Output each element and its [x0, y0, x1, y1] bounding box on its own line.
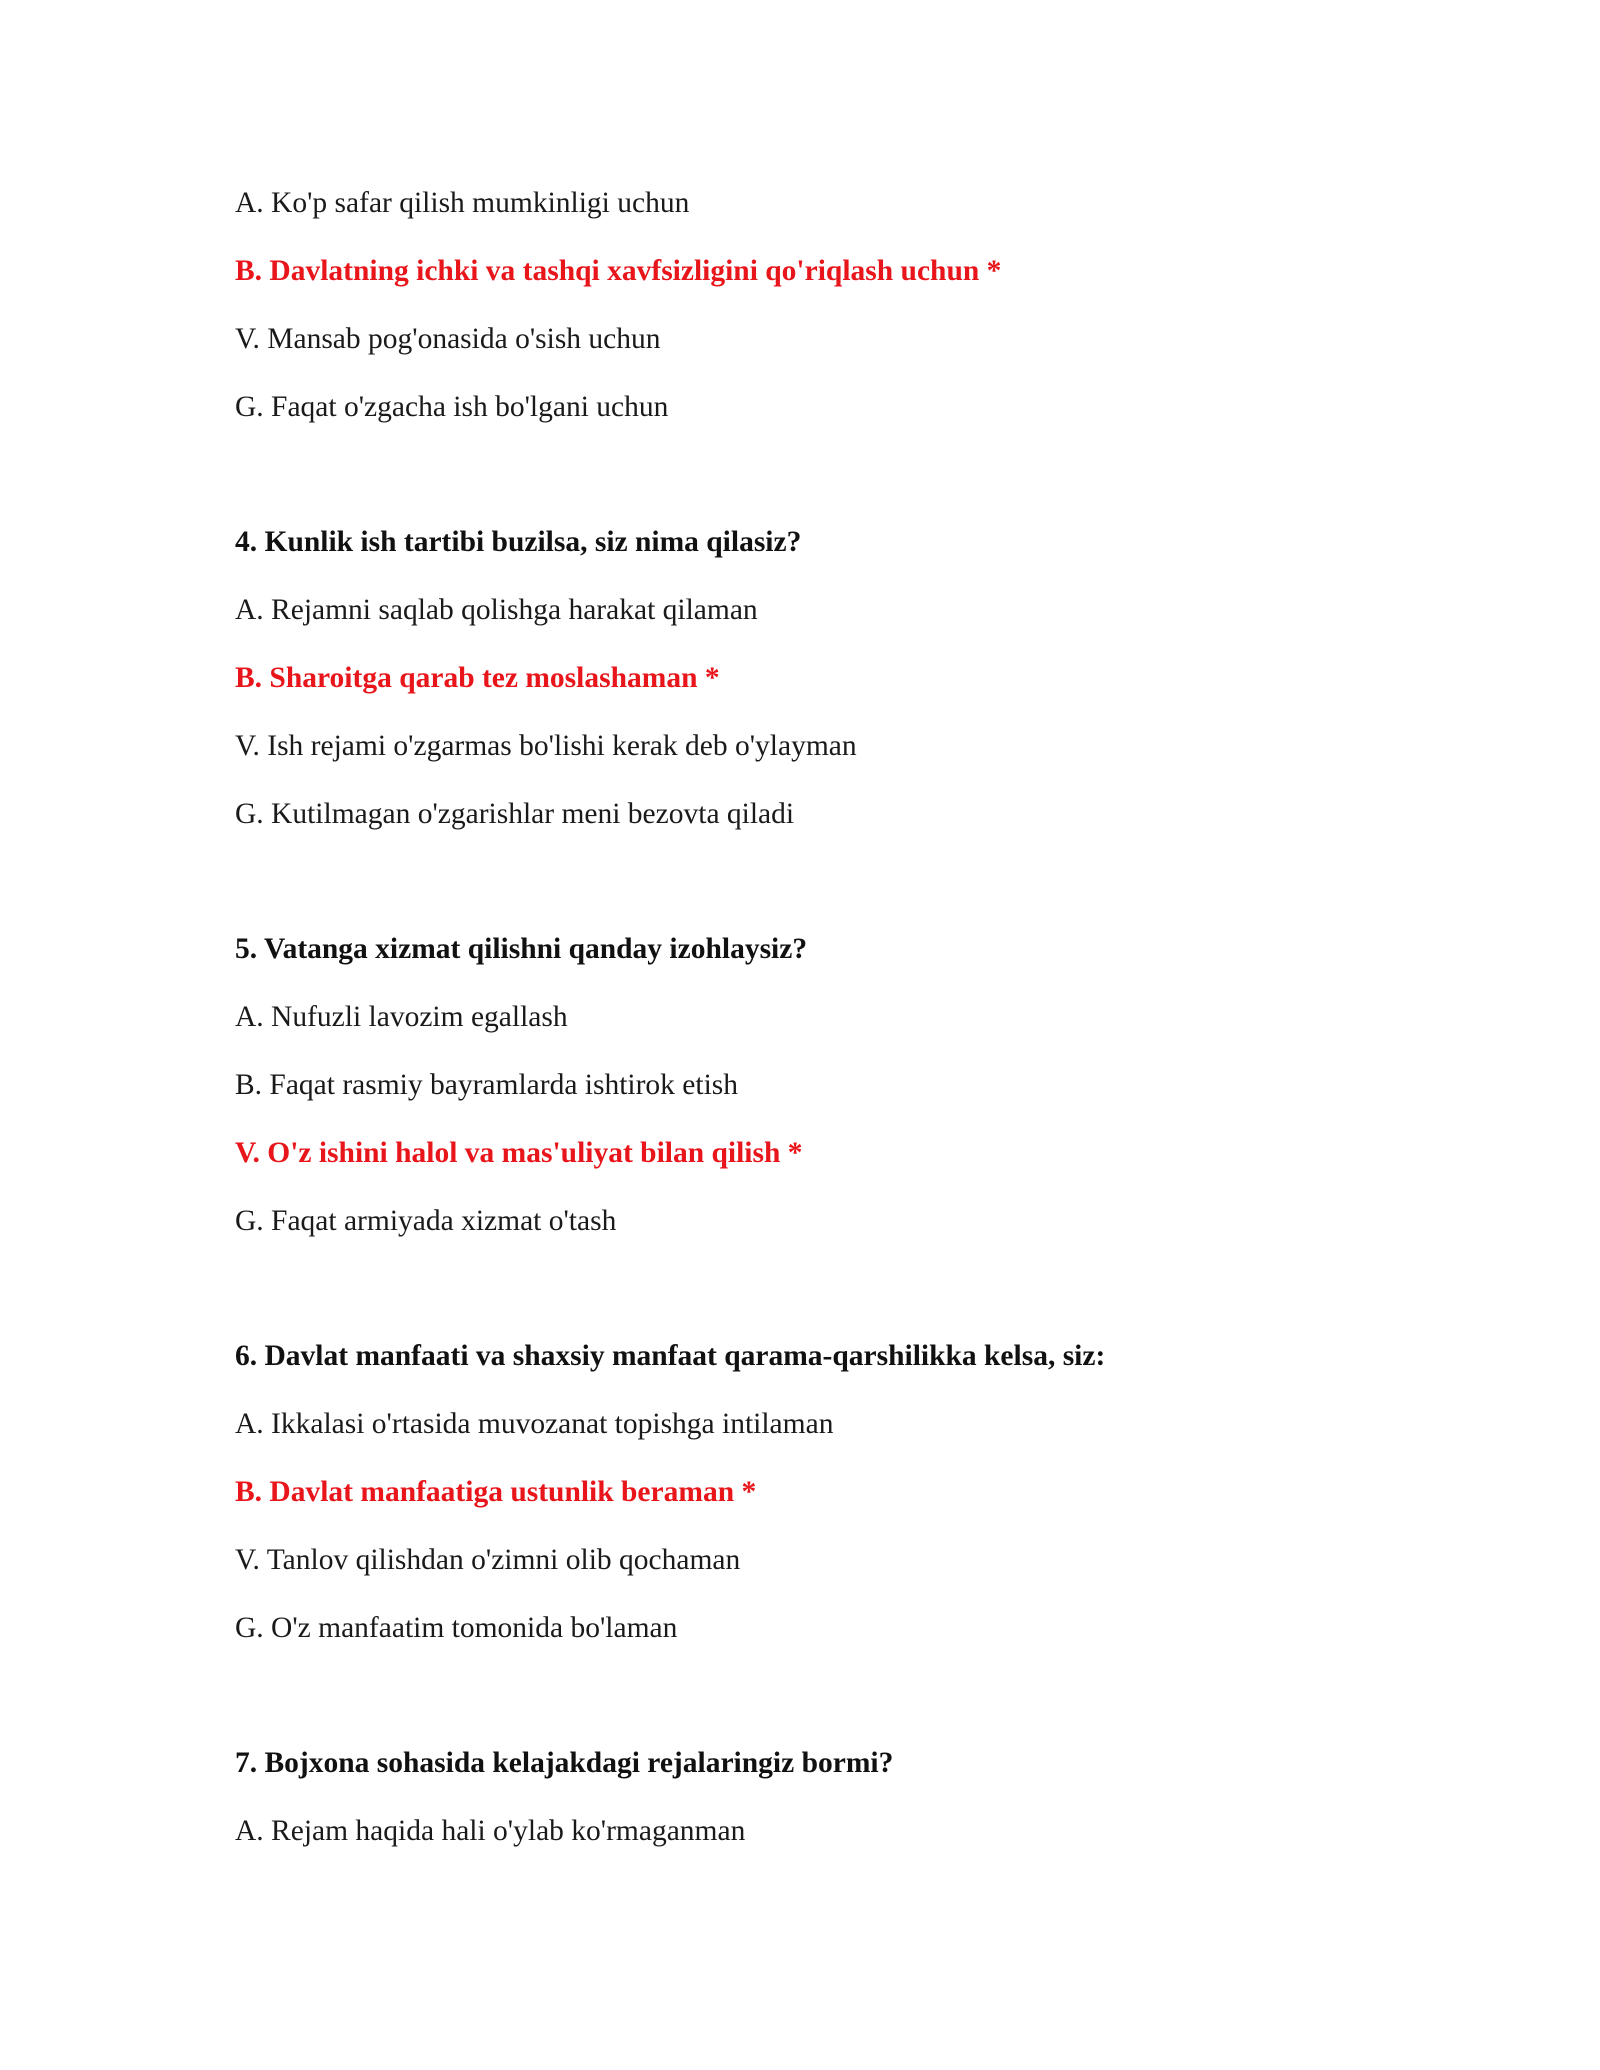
quiz-content — [235, 183, 1415, 1879]
answer-option: A. Rejamni saqlab qolishga harakat qilaman — [235, 594, 758, 626]
answer-option: A. Ko'p safar qilish mumkinligi uchun — [235, 187, 690, 219]
answer-option-correct: B. Sharoitga qarab tez moslashaman * — [235, 662, 720, 694]
answer-option: G. Faqat armiyada xizmat o'tash — [235, 1205, 617, 1237]
answer-option: V. Tanlov qilishdan o'zimni olib qochaman — [235, 1544, 741, 1576]
block-spacer — [235, 862, 1415, 929]
question-text: 5. Vatanga xizmat qilishni qanday izohlaysiz? — [235, 933, 808, 965]
question-block — [235, 1336, 1415, 1648]
block-spacer — [235, 1269, 1415, 1336]
question-text: 6. Davlat manfaati va shaxsiy manfaat qarama-qarshilikka kelsa, siz: — [235, 1340, 1106, 1372]
answer-option: V. Mansab pog'onasida o'sish uchun — [235, 323, 661, 355]
question-text: 7. Bojxona sohasida kelajakdagi rejalaringiz bormi? — [235, 1747, 894, 1779]
answer-option: V. Ish rejami o'zgarmas bo'lishi kerak deb o'ylayman — [235, 730, 857, 762]
question-block — [235, 522, 1415, 834]
answer-option: G. Faqat o'zgacha ish bo'lgani uchun — [235, 391, 669, 423]
answer-option: G. Kutilmagan o'zgarishlar meni bezovta qiladi — [235, 798, 795, 830]
answer-option-correct: V. O'z ishini halol va mas'uliyat bilan qilish * — [235, 1137, 803, 1169]
answer-option: A. Nufuzli lavozim egallash — [235, 1001, 568, 1033]
answer-option: A. Rejam haqida hali o'ylab ko'rmaganman — [235, 1815, 746, 1847]
question-block — [235, 183, 1415, 427]
answer-option-correct: B. Davlatning ichki va tashqi xavfsizligini qo'riqlash uchun * — [235, 255, 1002, 287]
block-spacer — [235, 455, 1415, 522]
question-text: 4. Kunlik ish tartibi buzilsa, siz nima qilasiz? — [235, 526, 802, 558]
question-block — [235, 1743, 1415, 1851]
answer-option-correct: B. Davlat manfaatiga ustunlik beraman * — [235, 1476, 757, 1508]
question-block — [235, 929, 1415, 1241]
block-spacer — [235, 1676, 1415, 1743]
answer-option: G. O'z manfaatim tomonida bo'laman — [235, 1612, 678, 1644]
answer-option: B. Faqat rasmiy bayramlarda ishtirok etish — [235, 1069, 739, 1101]
answer-option: A. Ikkalasi o'rtasida muvozanat topishga intilaman — [235, 1408, 834, 1440]
